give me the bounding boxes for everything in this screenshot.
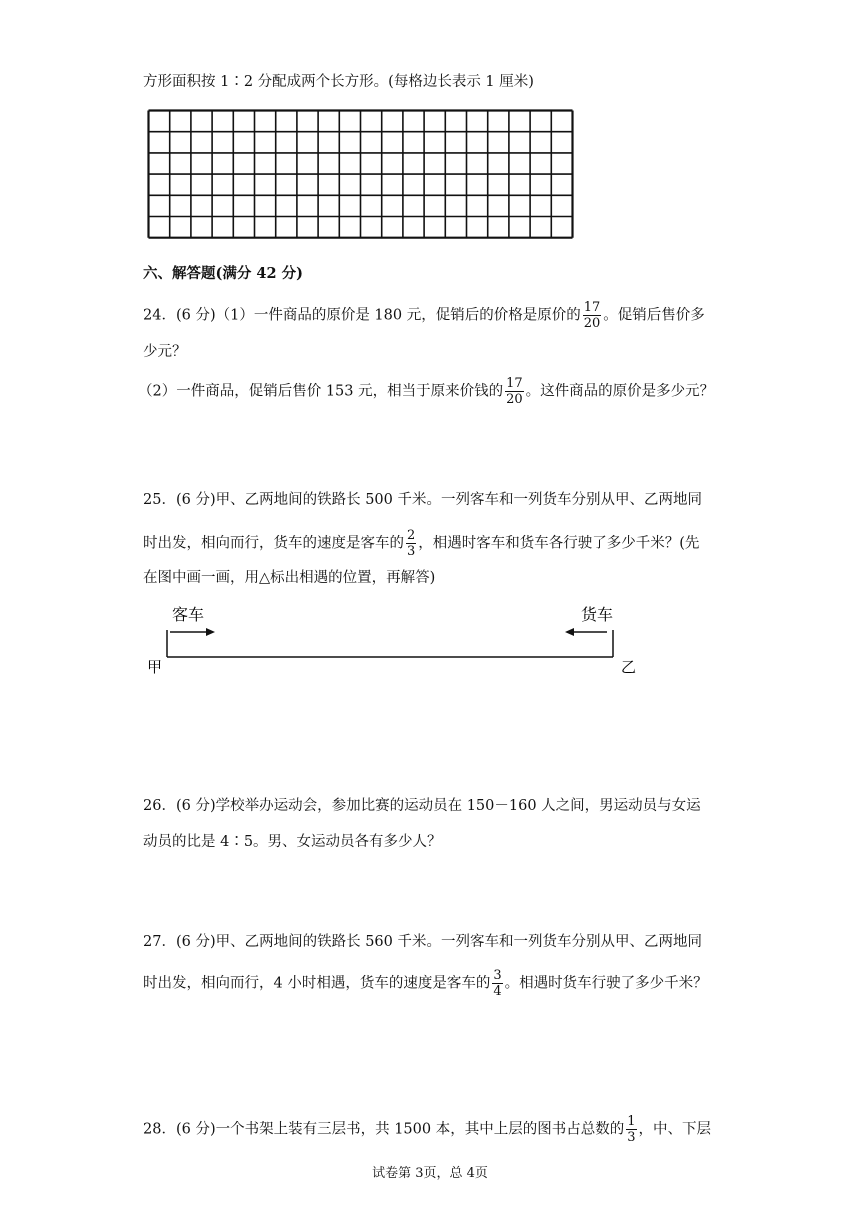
q27-frac-num: 3: [493, 968, 502, 983]
q25-line3: 在图中画一画，用△标出相遇的位置，再解答): [143, 570, 436, 586]
q27-frac-den: 4: [493, 984, 502, 999]
q25-frac-num: 2: [407, 528, 416, 543]
q28-text-b: ，中、下层: [638, 1121, 711, 1138]
q25-text-a: 时出发，相向而行，货车的速度是客车的: [143, 535, 404, 552]
q24-part2-frac-num: 17: [506, 376, 523, 391]
q24-text-b: 。促销后售价多: [603, 307, 705, 324]
q28-frac-num: 1: [627, 1114, 636, 1129]
q25-text-b: ，相遇时客车和货车各行驶了多少千米？(先: [418, 535, 700, 552]
q24-line1: [143, 300, 705, 331]
q24-part2: [138, 376, 714, 407]
q24-part2-frac-den: 20: [506, 392, 523, 407]
page-footer: 试卷第 3页，总 4页: [372, 1166, 488, 1181]
q25-line2: [143, 528, 699, 559]
q24-part2-text-b: 。这件商品的原价是多少元？: [525, 383, 715, 400]
square-grid: [147, 109, 575, 243]
q28-fraction: [626, 1114, 636, 1145]
q24-frac-num: 17: [583, 300, 601, 315]
q25-line1: 25．(6 分)甲、乙两地间的铁路长 500 千米。一列客车和一列货车分别从甲、乙两地同: [143, 492, 702, 508]
left-vehicle-label: 客车: [172, 605, 205, 624]
route-diagram: [145, 598, 655, 678]
q24-part2-text-a: （2）一件商品，促销后售价 153 元，相当于原来价钱的: [138, 383, 504, 400]
q28-frac-den: 3: [627, 1130, 636, 1145]
q27-text-a: 时出发，相向而行，4 小时相遇，货车的速度是客车的: [143, 975, 491, 992]
intro-text: 方形面积按 1∶2 分配成两个长方形。(每格边长表示 1 厘米): [143, 74, 534, 90]
q24-line2: 少元？: [143, 344, 187, 360]
left-arrowhead-icon: [565, 628, 574, 636]
right-vehicle-label: 货车: [581, 605, 614, 624]
left-place-label: 甲: [147, 658, 163, 676]
right-arrowhead-icon: [206, 628, 215, 636]
q24-fraction: [583, 300, 602, 331]
q27-line2: [143, 968, 708, 999]
right-place-label: 乙: [621, 658, 637, 676]
q24-frac-den: 20: [583, 316, 601, 331]
q28-text-a: 28．(6 分)一个书架上装有三层书，共 1500 本，其中上层的图书占总数的: [143, 1121, 625, 1138]
q24-text-a: 24．(6 分)（1）一件商品的原价是 180 元，促销后的价格是原价的: [143, 307, 581, 324]
q27-fraction: [492, 968, 502, 999]
q25-frac-den: 3: [407, 544, 416, 559]
q26-line1: 26．(6 分)学校举办运动会，参加比赛的运动员在 150－160 人之间，男运动员与女运: [143, 798, 701, 814]
q24-part2-fraction: [505, 376, 524, 407]
q25-fraction: [406, 528, 416, 559]
q27-text-b: 。相遇时货车行驶了多少千米？: [504, 975, 708, 992]
q28-line1: [143, 1114, 711, 1145]
q26-line2: 动员的比是 4∶5。男、女运动员各有多少人？: [143, 834, 442, 850]
q27-line1: 27．(6 分)甲、乙两地间的铁路长 560 千米。一列客车和一列货车分别从甲、乙两地同: [143, 934, 702, 950]
section-heading: 六、解答题(满分 42 分): [143, 265, 303, 282]
